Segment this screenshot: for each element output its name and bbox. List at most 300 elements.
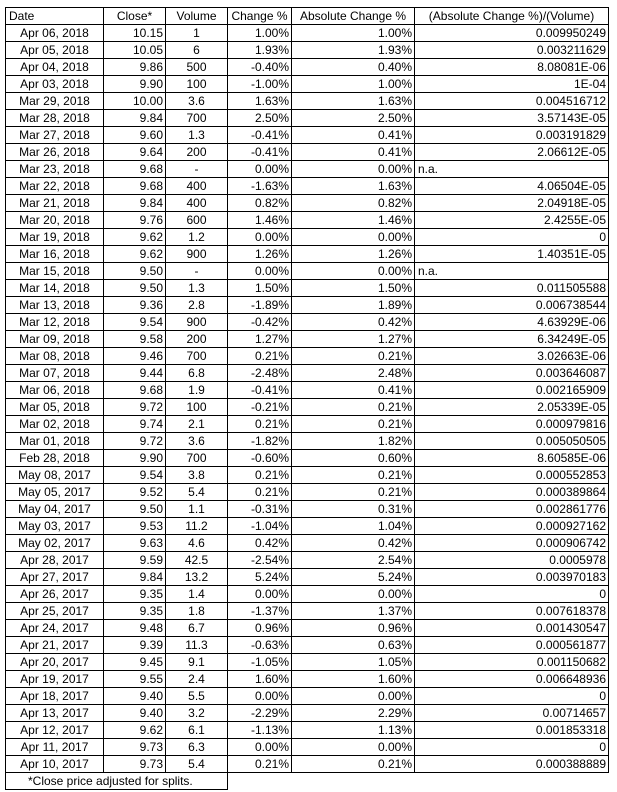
- header-row: [6, 8, 609, 25]
- cell-change-pct: 1.50%: [228, 280, 292, 297]
- table-row: [6, 620, 609, 637]
- cell-close: 9.68: [104, 382, 166, 399]
- cell-volume: 9.1: [166, 654, 228, 671]
- cell-close: 9.54: [104, 314, 166, 331]
- cell-volume: 6.1: [166, 722, 228, 739]
- cell-date: Mar 06, 2018: [6, 382, 104, 399]
- cell-absolute-change-pct: 1.37%: [292, 603, 415, 620]
- cell-absolute-change-pct: 0.00%: [292, 586, 415, 603]
- cell-volume: 200: [166, 144, 228, 161]
- cell-volume: 3.6: [166, 93, 228, 110]
- cell-volume: 3.6: [166, 433, 228, 450]
- cell-close: 9.50: [104, 263, 166, 280]
- table-row: [6, 365, 609, 382]
- cell-close: 9.62: [104, 722, 166, 739]
- cell-absolute-change-pct: 2.54%: [292, 552, 415, 569]
- cell-volume: 500: [166, 59, 228, 76]
- cell-close: 10.05: [104, 42, 166, 59]
- cell-close: 9.73: [104, 756, 166, 773]
- cell-abs-change-per-volume: 0.003211629: [415, 42, 609, 59]
- cell-absolute-change-pct: 1.63%: [292, 93, 415, 110]
- cell-close: 9.36: [104, 297, 166, 314]
- cell-absolute-change-pct: 1.89%: [292, 297, 415, 314]
- cell-abs-change-per-volume: 0.001430547: [415, 620, 609, 637]
- cell-change-pct: 2.50%: [228, 110, 292, 127]
- table-row: [6, 416, 609, 433]
- cell-date: Apr 13, 2017: [6, 705, 104, 722]
- cell-close: 9.55: [104, 671, 166, 688]
- header-absolute-change-pct: Absolute Change %: [292, 8, 415, 25]
- cell-abs-change-per-volume: 8.60585E-06: [415, 450, 609, 467]
- table-row: [6, 450, 609, 467]
- cell-abs-change-per-volume: 0.002165909: [415, 382, 609, 399]
- cell-volume: 3.2: [166, 705, 228, 722]
- table-row: [6, 110, 609, 127]
- table-row: [6, 59, 609, 76]
- cell-absolute-change-pct: 1.82%: [292, 433, 415, 450]
- table-row: [6, 756, 609, 773]
- table-row: [6, 331, 609, 348]
- cell-change-pct: -0.40%: [228, 59, 292, 76]
- cell-change-pct: 1.26%: [228, 246, 292, 263]
- cell-close: 9.48: [104, 620, 166, 637]
- cell-volume: 6: [166, 42, 228, 59]
- footnote: *Close price adjusted for splits.: [6, 773, 228, 790]
- cell-close: 9.76: [104, 212, 166, 229]
- cell-abs-change-per-volume: 4.06504E-05: [415, 178, 609, 195]
- cell-change-pct: -2.48%: [228, 365, 292, 382]
- cell-change-pct: -0.60%: [228, 450, 292, 467]
- cell-change-pct: 0.21%: [228, 348, 292, 365]
- cell-abs-change-per-volume: 2.4255E-05: [415, 212, 609, 229]
- table-row: [6, 348, 609, 365]
- cell-close: 9.72: [104, 399, 166, 416]
- cell-volume: 11.3: [166, 637, 228, 654]
- cell-abs-change-per-volume: 2.05339E-05: [415, 399, 609, 416]
- cell-volume: 400: [166, 195, 228, 212]
- cell-absolute-change-pct: 0.21%: [292, 467, 415, 484]
- cell-abs-change-per-volume: 0.004516712: [415, 93, 609, 110]
- cell-date: Apr 12, 2017: [6, 722, 104, 739]
- cell-absolute-change-pct: 2.29%: [292, 705, 415, 722]
- cell-volume: 6.7: [166, 620, 228, 637]
- cell-change-pct: 0.00%: [228, 161, 292, 178]
- cell-abs-change-per-volume: 8.08081E-06: [415, 59, 609, 76]
- table-row: [6, 586, 609, 603]
- cell-close: 9.68: [104, 161, 166, 178]
- table-row: [6, 382, 609, 399]
- cell-abs-change-per-volume: 0.000927162: [415, 518, 609, 535]
- table-row: [6, 127, 609, 144]
- cell-date: Mar 05, 2018: [6, 399, 104, 416]
- cell-abs-change-per-volume: 0.011505588: [415, 280, 609, 297]
- cell-date: Apr 28, 2017: [6, 552, 104, 569]
- table-row: [6, 25, 609, 42]
- cell-change-pct: -2.29%: [228, 705, 292, 722]
- cell-volume: 900: [166, 314, 228, 331]
- cell-close: 9.84: [104, 569, 166, 586]
- cell-change-pct: 1.46%: [228, 212, 292, 229]
- cell-abs-change-per-volume: 3.02663E-06: [415, 348, 609, 365]
- cell-date: Apr 19, 2017: [6, 671, 104, 688]
- cell-close: 9.84: [104, 110, 166, 127]
- cell-volume: 5.4: [166, 756, 228, 773]
- cell-close: 9.60: [104, 127, 166, 144]
- cell-close: 9.90: [104, 76, 166, 93]
- cell-absolute-change-pct: 1.26%: [292, 246, 415, 263]
- cell-change-pct: -1.37%: [228, 603, 292, 620]
- cell-abs-change-per-volume: 1E-04: [415, 76, 609, 93]
- cell-abs-change-per-volume: 0.000388889: [415, 756, 609, 773]
- cell-abs-change-per-volume: 0: [415, 586, 609, 603]
- cell-abs-change-per-volume: 4.63929E-06: [415, 314, 609, 331]
- header-abs-change-per-volume: (Absolute Change %)/(Volume): [415, 8, 609, 25]
- cell-abs-change-per-volume: 0: [415, 229, 609, 246]
- cell-close: 9.68: [104, 178, 166, 195]
- cell-volume: 1.2: [166, 229, 228, 246]
- cell-date: Feb 28, 2018: [6, 450, 104, 467]
- cell-volume: 100: [166, 76, 228, 93]
- cell-change-pct: -0.42%: [228, 314, 292, 331]
- cell-absolute-change-pct: 0.31%: [292, 501, 415, 518]
- cell-abs-change-per-volume: 0.002861776: [415, 501, 609, 518]
- cell-volume: 400: [166, 178, 228, 195]
- table-row: [6, 76, 609, 93]
- table-row: [6, 552, 609, 569]
- table-row: [6, 297, 609, 314]
- cell-date: Mar 22, 2018: [6, 178, 104, 195]
- cell-volume: 2.4: [166, 671, 228, 688]
- cell-date: Apr 24, 2017: [6, 620, 104, 637]
- cell-date: Mar 26, 2018: [6, 144, 104, 161]
- cell-close: 9.45: [104, 654, 166, 671]
- cell-change-pct: 0.21%: [228, 467, 292, 484]
- cell-absolute-change-pct: 0.21%: [292, 756, 415, 773]
- header-volume: Volume: [166, 8, 228, 25]
- stock-data-table: [5, 7, 609, 790]
- cell-date: Mar 02, 2018: [6, 416, 104, 433]
- table-row: [6, 654, 609, 671]
- cell-close: 9.39: [104, 637, 166, 654]
- cell-volume: 100: [166, 399, 228, 416]
- cell-date: Apr 26, 2017: [6, 586, 104, 603]
- cell-absolute-change-pct: 0.42%: [292, 314, 415, 331]
- cell-absolute-change-pct: 1.05%: [292, 654, 415, 671]
- cell-volume: 1.9: [166, 382, 228, 399]
- cell-absolute-change-pct: 0.00%: [292, 688, 415, 705]
- table-row: [6, 42, 609, 59]
- table-row: [6, 467, 609, 484]
- cell-abs-change-per-volume: 0.009950249: [415, 25, 609, 42]
- cell-close: 9.90: [104, 450, 166, 467]
- cell-absolute-change-pct: 0.00%: [292, 229, 415, 246]
- cell-absolute-change-pct: 1.13%: [292, 722, 415, 739]
- table-row: [6, 93, 609, 110]
- cell-date: Mar 20, 2018: [6, 212, 104, 229]
- cell-date: Mar 14, 2018: [6, 280, 104, 297]
- cell-change-pct: -1.05%: [228, 654, 292, 671]
- cell-change-pct: -0.41%: [228, 144, 292, 161]
- cell-volume: 1: [166, 25, 228, 42]
- cell-abs-change-per-volume: 0.000979816: [415, 416, 609, 433]
- cell-close: 9.73: [104, 739, 166, 756]
- cell-absolute-change-pct: 1.60%: [292, 671, 415, 688]
- cell-date: Mar 16, 2018: [6, 246, 104, 263]
- cell-abs-change-per-volume: 0.006648936: [415, 671, 609, 688]
- cell-absolute-change-pct: 1.46%: [292, 212, 415, 229]
- table-row: [6, 144, 609, 161]
- cell-date: Apr 18, 2017: [6, 688, 104, 705]
- cell-date: Mar 29, 2018: [6, 93, 104, 110]
- cell-abs-change-per-volume: 0.003646087: [415, 365, 609, 382]
- cell-close: 9.62: [104, 246, 166, 263]
- cell-change-pct: 0.42%: [228, 535, 292, 552]
- cell-abs-change-per-volume: 0.003191829: [415, 127, 609, 144]
- cell-absolute-change-pct: 0.40%: [292, 59, 415, 76]
- cell-abs-change-per-volume: 0.00714657: [415, 705, 609, 722]
- cell-change-pct: 0.21%: [228, 484, 292, 501]
- cell-absolute-change-pct: 1.63%: [292, 178, 415, 195]
- cell-absolute-change-pct: 0.21%: [292, 416, 415, 433]
- cell-close: 10.00: [104, 93, 166, 110]
- cell-volume: 11.2: [166, 518, 228, 535]
- cell-date: May 08, 2017: [6, 467, 104, 484]
- table-row: [6, 569, 609, 586]
- table-row: [6, 212, 609, 229]
- cell-change-pct: 1.63%: [228, 93, 292, 110]
- cell-date: Apr 20, 2017: [6, 654, 104, 671]
- cell-change-pct: -0.41%: [228, 127, 292, 144]
- cell-abs-change-per-volume: 0.000906742: [415, 535, 609, 552]
- cell-change-pct: -1.04%: [228, 518, 292, 535]
- cell-absolute-change-pct: 2.48%: [292, 365, 415, 382]
- cell-volume: 13.2: [166, 569, 228, 586]
- cell-date: Mar 19, 2018: [6, 229, 104, 246]
- cell-close: 10.15: [104, 25, 166, 42]
- table-row: [6, 637, 609, 654]
- cell-date: Apr 27, 2017: [6, 569, 104, 586]
- cell-change-pct: -1.00%: [228, 76, 292, 93]
- cell-change-pct: -1.63%: [228, 178, 292, 195]
- cell-volume: 1.3: [166, 127, 228, 144]
- cell-close: 9.86: [104, 59, 166, 76]
- cell-change-pct: 1.00%: [228, 25, 292, 42]
- cell-volume: 5.4: [166, 484, 228, 501]
- cell-change-pct: -1.82%: [228, 433, 292, 450]
- cell-date: Apr 21, 2017: [6, 637, 104, 654]
- table-row: [6, 535, 609, 552]
- table-row: [6, 603, 609, 620]
- cell-absolute-change-pct: 0.41%: [292, 382, 415, 399]
- cell-abs-change-per-volume: 1.40351E-05: [415, 246, 609, 263]
- cell-change-pct: 5.24%: [228, 569, 292, 586]
- cell-abs-change-per-volume: 0.007618378: [415, 603, 609, 620]
- cell-volume: 4.6: [166, 535, 228, 552]
- table-row: [6, 399, 609, 416]
- cell-close: 9.59: [104, 552, 166, 569]
- cell-volume: 1.1: [166, 501, 228, 518]
- cell-change-pct: 1.60%: [228, 671, 292, 688]
- cell-absolute-change-pct: 0.21%: [292, 348, 415, 365]
- cell-abs-change-per-volume: 2.06612E-05: [415, 144, 609, 161]
- cell-change-pct: 0.00%: [228, 688, 292, 705]
- table-row: [6, 195, 609, 212]
- table-row: [6, 484, 609, 501]
- cell-volume: 700: [166, 450, 228, 467]
- cell-absolute-change-pct: 0.41%: [292, 127, 415, 144]
- cell-close: 9.58: [104, 331, 166, 348]
- cell-absolute-change-pct: 1.00%: [292, 25, 415, 42]
- header-close: Close*: [104, 8, 166, 25]
- cell-change-pct: 0.96%: [228, 620, 292, 637]
- cell-close: 9.54: [104, 467, 166, 484]
- cell-abs-change-per-volume: 0.006738544: [415, 297, 609, 314]
- cell-volume: 42.5: [166, 552, 228, 569]
- cell-volume: 900: [166, 246, 228, 263]
- cell-date: Apr 11, 2017: [6, 739, 104, 756]
- cell-close: 9.62: [104, 229, 166, 246]
- cell-date: May 02, 2017: [6, 535, 104, 552]
- cell-volume: 1.4: [166, 586, 228, 603]
- table-row: [6, 739, 609, 756]
- cell-change-pct: 0.00%: [228, 586, 292, 603]
- cell-close: 9.52: [104, 484, 166, 501]
- cell-volume: 5.5: [166, 688, 228, 705]
- cell-absolute-change-pct: 1.04%: [292, 518, 415, 535]
- cell-absolute-change-pct: 5.24%: [292, 569, 415, 586]
- cell-abs-change-per-volume: 0.000389864: [415, 484, 609, 501]
- cell-close: 9.35: [104, 603, 166, 620]
- cell-absolute-change-pct: 0.21%: [292, 399, 415, 416]
- cell-date: Mar 28, 2018: [6, 110, 104, 127]
- cell-change-pct: -2.54%: [228, 552, 292, 569]
- cell-abs-change-per-volume: 2.04918E-05: [415, 195, 609, 212]
- cell-close: 9.72: [104, 433, 166, 450]
- cell-abs-change-per-volume: 0.0005978: [415, 552, 609, 569]
- cell-close: 9.35: [104, 586, 166, 603]
- table-row: [6, 229, 609, 246]
- cell-volume: 2.1: [166, 416, 228, 433]
- cell-abs-change-per-volume: 0: [415, 688, 609, 705]
- cell-date: Apr 04, 2018: [6, 59, 104, 76]
- cell-close: 9.50: [104, 280, 166, 297]
- table-row: [6, 518, 609, 535]
- header-change-pct: Change %: [228, 8, 292, 25]
- cell-date: May 05, 2017: [6, 484, 104, 501]
- cell-change-pct: 1.27%: [228, 331, 292, 348]
- cell-absolute-change-pct: 1.00%: [292, 76, 415, 93]
- cell-change-pct: -0.31%: [228, 501, 292, 518]
- table-row: [6, 314, 609, 331]
- cell-absolute-change-pct: 0.60%: [292, 450, 415, 467]
- cell-absolute-change-pct: 0.21%: [292, 484, 415, 501]
- table-row: [6, 671, 609, 688]
- table-row: [6, 246, 609, 263]
- cell-abs-change-per-volume: 0.005050505: [415, 433, 609, 450]
- cell-date: Mar 09, 2018: [6, 331, 104, 348]
- cell-date: Apr 25, 2017: [6, 603, 104, 620]
- cell-date: May 03, 2017: [6, 518, 104, 535]
- cell-absolute-change-pct: 0.00%: [292, 161, 415, 178]
- cell-change-pct: 0.00%: [228, 263, 292, 280]
- cell-date: Mar 21, 2018: [6, 195, 104, 212]
- cell-volume: 2.8: [166, 297, 228, 314]
- cell-close: 9.46: [104, 348, 166, 365]
- cell-volume: 200: [166, 331, 228, 348]
- cell-abs-change-per-volume: n.a.: [415, 161, 609, 178]
- cell-absolute-change-pct: 2.50%: [292, 110, 415, 127]
- cell-volume: -: [166, 161, 228, 178]
- cell-absolute-change-pct: 0.42%: [292, 535, 415, 552]
- footnote-row: [6, 773, 609, 790]
- cell-change-pct: -0.41%: [228, 382, 292, 399]
- cell-abs-change-per-volume: 0.001150682: [415, 654, 609, 671]
- cell-date: Mar 07, 2018: [6, 365, 104, 382]
- cell-absolute-change-pct: 1.93%: [292, 42, 415, 59]
- cell-date: Apr 03, 2018: [6, 76, 104, 93]
- cell-abs-change-per-volume: 6.34249E-05: [415, 331, 609, 348]
- cell-volume: 1.3: [166, 280, 228, 297]
- cell-close: 9.44: [104, 365, 166, 382]
- cell-change-pct: -0.63%: [228, 637, 292, 654]
- cell-change-pct: -1.13%: [228, 722, 292, 739]
- table-row: [6, 161, 609, 178]
- cell-volume: 6.3: [166, 739, 228, 756]
- cell-absolute-change-pct: 0.63%: [292, 637, 415, 654]
- cell-date: Mar 23, 2018: [6, 161, 104, 178]
- cell-volume: -: [166, 263, 228, 280]
- cell-abs-change-per-volume: 0.001853318: [415, 722, 609, 739]
- cell-date: Mar 15, 2018: [6, 263, 104, 280]
- cell-date: Mar 27, 2018: [6, 127, 104, 144]
- cell-close: 9.64: [104, 144, 166, 161]
- cell-date: May 04, 2017: [6, 501, 104, 518]
- cell-close: 9.53: [104, 518, 166, 535]
- cell-absolute-change-pct: 1.27%: [292, 331, 415, 348]
- table-row: [6, 688, 609, 705]
- cell-change-pct: 1.93%: [228, 42, 292, 59]
- cell-abs-change-per-volume: 0: [415, 739, 609, 756]
- table-row: [6, 263, 609, 280]
- cell-date: Mar 12, 2018: [6, 314, 104, 331]
- cell-absolute-change-pct: 0.00%: [292, 739, 415, 756]
- cell-close: 9.40: [104, 688, 166, 705]
- cell-absolute-change-pct: 0.41%: [292, 144, 415, 161]
- cell-abs-change-per-volume: n.a.: [415, 263, 609, 280]
- table-row: [6, 722, 609, 739]
- table-row: [6, 705, 609, 722]
- cell-change-pct: -0.21%: [228, 399, 292, 416]
- cell-date: Mar 01, 2018: [6, 433, 104, 450]
- cell-close: 9.84: [104, 195, 166, 212]
- cell-volume: 700: [166, 348, 228, 365]
- cell-absolute-change-pct: 0.96%: [292, 620, 415, 637]
- cell-volume: 600: [166, 212, 228, 229]
- cell-change-pct: 0.00%: [228, 229, 292, 246]
- cell-absolute-change-pct: 1.50%: [292, 280, 415, 297]
- cell-change-pct: 0.00%: [228, 739, 292, 756]
- cell-date: Apr 10, 2017: [6, 756, 104, 773]
- cell-date: Mar 13, 2018: [6, 297, 104, 314]
- cell-volume: 6.8: [166, 365, 228, 382]
- cell-close: 9.74: [104, 416, 166, 433]
- cell-abs-change-per-volume: 3.57143E-05: [415, 110, 609, 127]
- cell-absolute-change-pct: 0.82%: [292, 195, 415, 212]
- cell-date: Mar 08, 2018: [6, 348, 104, 365]
- cell-abs-change-per-volume: 0.000552853: [415, 467, 609, 484]
- cell-date: Apr 05, 2018: [6, 42, 104, 59]
- header-date: Date: [6, 8, 104, 25]
